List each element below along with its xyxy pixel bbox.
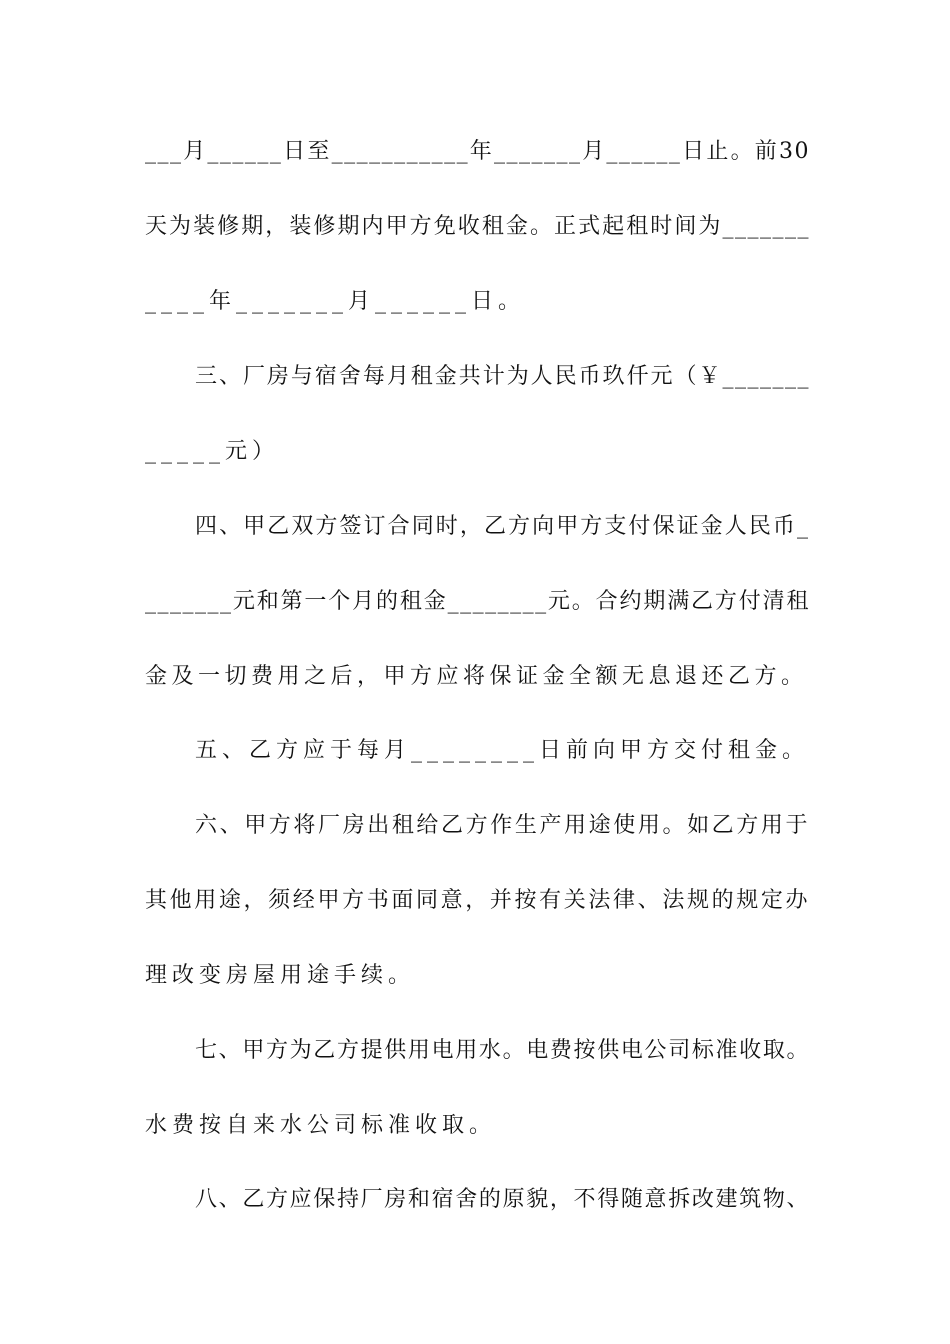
text-line: 理改变房屋用途手续。 bbox=[145, 963, 416, 988]
text-line: _____元） bbox=[145, 439, 280, 464]
clause-6-line: 六、甲方将厂房出租给乙方作生产用途使用。如乙方用于 bbox=[195, 813, 810, 838]
clause-5-line: 五、乙方应于每月________日前向甲方交付租金。 bbox=[195, 738, 810, 763]
text-line: 其他用途，须经甲方书面同意，并按有关法律、法规的规定办 bbox=[145, 888, 810, 913]
text-line: ___月______日至___________年_______月______日止。前30 bbox=[145, 139, 810, 164]
text-line: 水费按自来水公司标准收取。 bbox=[145, 1113, 497, 1138]
clause-8-line: 八、乙方应保持厂房和宿舍的原貌，不得随意拆改建筑物、 bbox=[195, 1187, 810, 1212]
text-line: _______元和第一个月的租金________元。合约期满乙方付清租 bbox=[145, 589, 810, 614]
text-line: 金及一切费用之后，甲方应将保证金全额无息退还乙方。 bbox=[145, 664, 808, 689]
clause-7-line: 七、甲方为乙方提供用电用水。电费按供电公司标准收取。 bbox=[195, 1038, 810, 1063]
text-line: ____年_______月______日。 bbox=[145, 289, 526, 314]
text-line: 天为装修期，装修期内甲方免收租金。正式起租时间为_______ bbox=[145, 214, 810, 239]
clause-3-line: 三、厂房与宿舍每月租金共计为人民币玖仟元（￥_______ bbox=[195, 364, 810, 389]
clause-4-line: 四、甲乙双方签订合同时，乙方向甲方支付保证金人民币_ bbox=[195, 514, 810, 539]
